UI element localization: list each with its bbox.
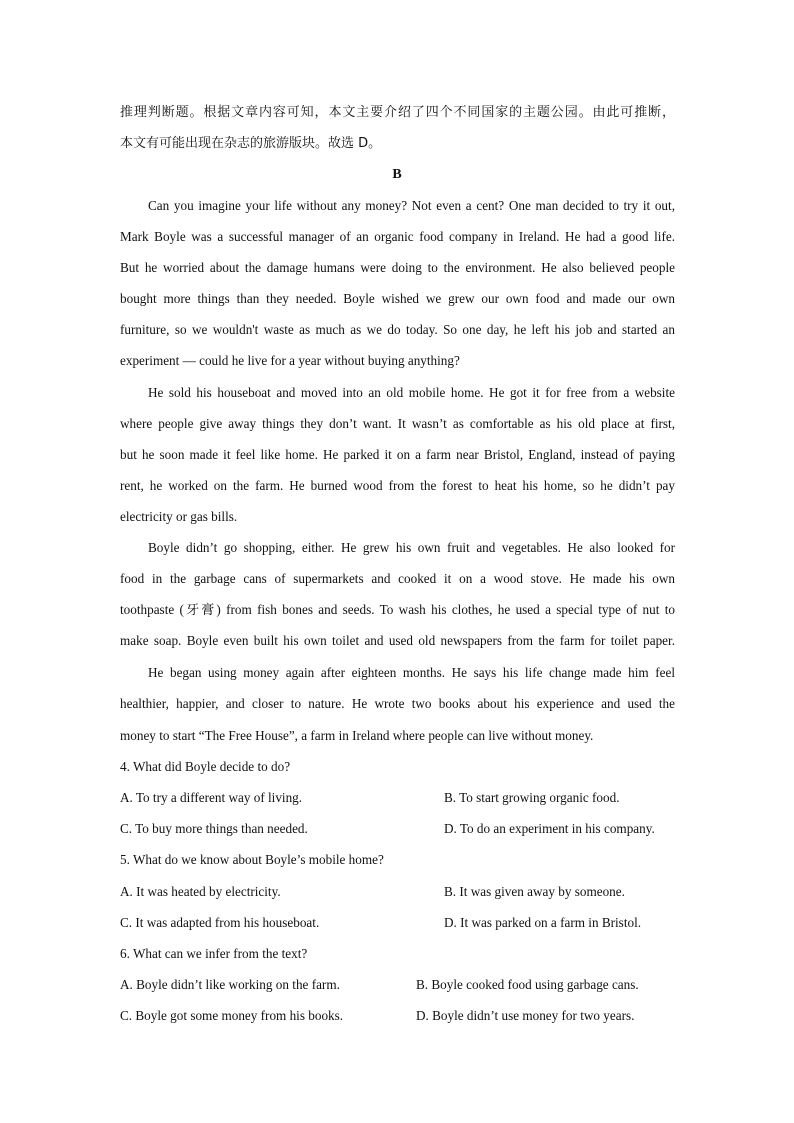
passage-line: food in the garbage cans of supermarkets and cooked it on a wood stove. He made his own — [120, 571, 675, 586]
question-option: D. It was parked on a farm in Bristol. — [444, 915, 642, 930]
passage-line: Boyle didn’t go shopping, either. He grew his own fruit and vegetables. He also looked for — [148, 540, 675, 555]
passage-line: He sold his houseboat and moved into an old mobile home. He got it for free from a website — [148, 385, 675, 400]
question-option: A. To try a different way of living. — [120, 790, 303, 805]
question-option: C. It was adapted from his houseboat. — [120, 915, 320, 930]
question-option: C. To buy more things than needed. — [120, 821, 308, 836]
passage-line: experiment — could he live for a year without buying anything? — [120, 353, 460, 368]
question-stem: 6. What can we infer from the text? — [120, 946, 308, 961]
intro-line-2: 本文有可能出现在杂志的旅游版块。故选 D。 — [120, 136, 382, 151]
question-option: A. Boyle didn’t like working on the farm. — [120, 977, 340, 992]
passage-line: but he soon made it feel like home. He parked it on a farm near Bristol, England, instead of paying — [120, 447, 675, 462]
question-option: B. Boyle cooked food using garbage cans. — [416, 977, 639, 992]
question-option: A. It was heated by electricity. — [120, 884, 281, 899]
passage-line: rent, he worked on the farm. He burned wood from the forest to heat his home, so he didn’t pay — [120, 478, 675, 493]
section-heading: B — [392, 167, 402, 182]
passage-line: He began using money again after eighteen months. He says his life change made him feel — [148, 665, 675, 680]
intro-line-1: 推理判断题。根据文章内容可知，本文主要介绍了四个不同国家的主题公园。由此可推断， — [120, 105, 675, 120]
question-option: D. To do an experiment in his company. — [444, 821, 655, 836]
passage-line: make soap. Boyle even built his own toilet and used old newspapers from the farm for toilet paper. — [120, 633, 675, 648]
question-stem: 5. What do we know about Boyle’s mobile home? — [120, 852, 384, 867]
passage-line: bought more things than they needed. Boyle wished we grew our own food and made our own — [120, 291, 675, 306]
question-option: B. It was given away by someone. — [444, 884, 625, 899]
passage-line: healthier, happier, and closer to nature. He wrote two books about his experience and used the — [120, 696, 675, 711]
question-stem: 4. What did Boyle decide to do? — [120, 759, 291, 774]
passage-line: furniture, so we wouldn't waste as much as we do today. So one day, he left his job and started an — [120, 322, 675, 337]
passage-line: money to start “The Free House”, a farm in Ireland where people can live without money. — [120, 728, 594, 743]
passage-line: Can you imagine your life without any money? Not even a cent? One man decided to try it out, — [148, 198, 675, 213]
passage-line: electricity or gas bills. — [120, 509, 238, 524]
question-option: D. Boyle didn’t use money for two years. — [416, 1008, 635, 1023]
question-option: C. Boyle got some money from his books. — [120, 1008, 344, 1023]
question-option: B. To start growing organic food. — [444, 790, 620, 805]
passage-line: But he worried about the damage humans were doing to the environment. He also believed people — [120, 260, 675, 275]
passage-line: toothpaste (牙膏) from fish bones and seeds. To wash his clothes, he used a special type of nut to — [120, 602, 675, 617]
passage-line: Mark Boyle was a successful manager of an organic food company in Ireland. He had a good life. — [120, 229, 675, 244]
passage-line: where people give away things they don’t want. It wasn’t as comfortable as his old place at first, — [120, 416, 675, 431]
